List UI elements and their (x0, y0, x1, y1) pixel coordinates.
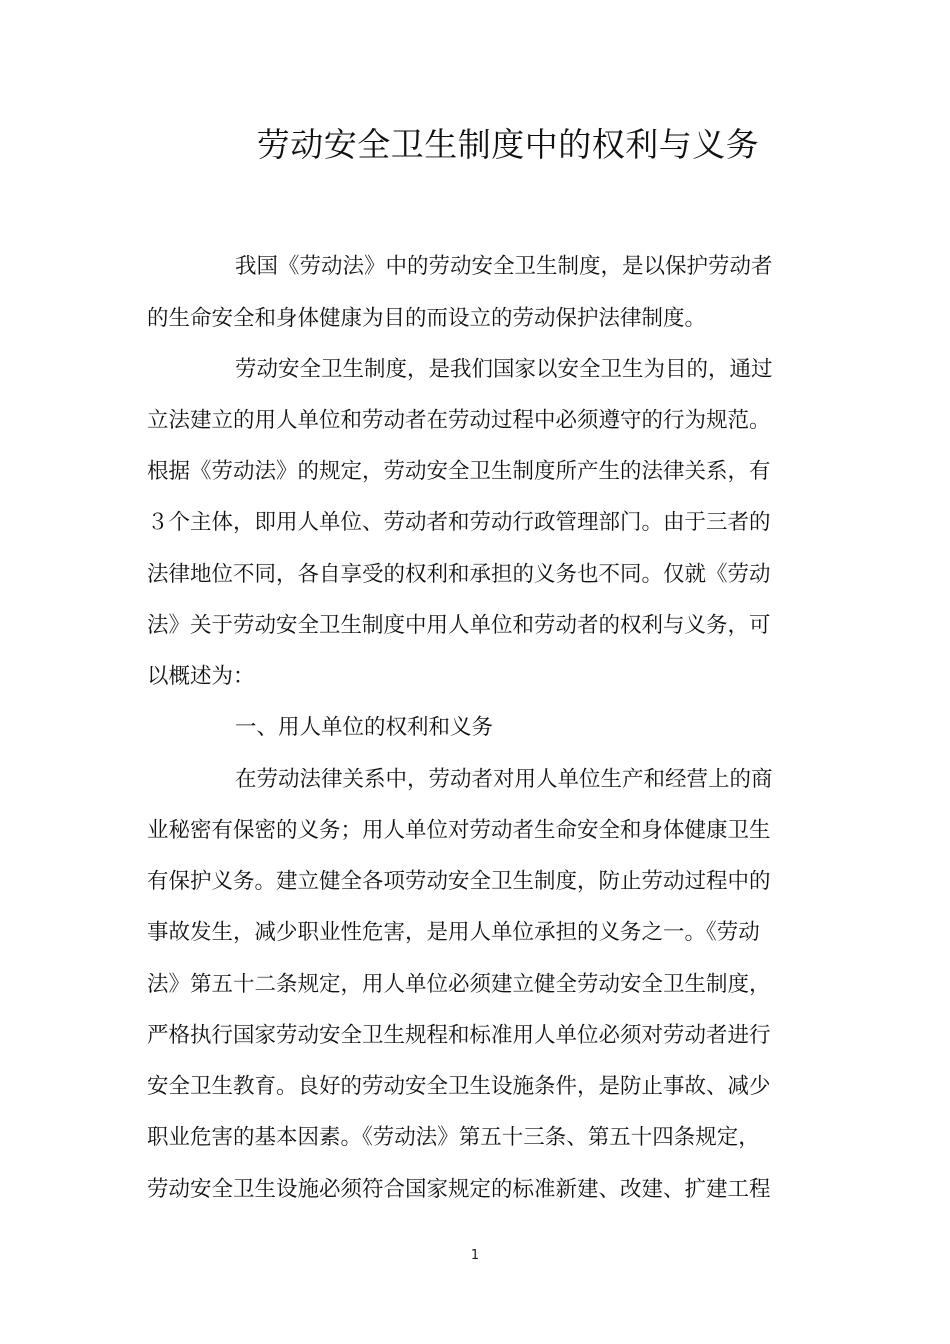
body-line: 职业危害的基本因素。《劳动法》第五十三条、第五十四条规定， (147, 1125, 760, 1150)
body-line: 严格执行国家劳动安全卫生规程和标准用人单位必须对劳动者进行 (147, 1023, 771, 1048)
body-line: 业秘密有保密的义务；用人单位对劳动者生命安全和身体健康卫生 (147, 818, 771, 843)
document-title: 劳动安全卫生制度中的权利与义务 (256, 125, 760, 164)
section-heading: 一、用人单位的权利和义务 (235, 715, 494, 740)
body-line: 在劳动法律关系中，劳动者对用人单位生产和经营上的商 (235, 767, 773, 792)
body-line: 事故发生，减少职业性危害，是用人单位承担的义务之一。《劳动 (147, 920, 760, 945)
body-line: ３个主体，即用人单位、劳动者和劳动行政管理部门。由于三者的 (147, 510, 771, 535)
body-line: 以概述为： (147, 664, 255, 689)
body-line: 劳动安全卫生制度，是我们国家以安全卫生为目的，通过 (235, 357, 773, 382)
body-line: 安全卫生教育。良好的劳动安全卫生设施条件，是防止事故、减少 (147, 1074, 771, 1099)
body-line: 我国《劳动法》中的劳动安全卫生制度，是以保护劳动者 (235, 254, 773, 279)
body-line: 法律地位不同，各自享受的权利和承担的义务也不同。仅就《劳动 (147, 562, 771, 587)
body-line: 的生命安全和身体健康为目的而设立的劳动保护法律制度。 (147, 306, 707, 331)
body-line: 劳动安全卫生设施必须符合国家规定的标准新建、改建、扩建工程 (147, 1177, 771, 1202)
body-line: 法》关于劳动安全卫生制度中用人单位和劳动者的权利与义务，可 (147, 613, 771, 638)
body-line: 立法建立的用人单位和劳动者在劳动过程中必须遵守的行为规范。 (147, 408, 771, 433)
body-line: 法》第五十二条规定，用人单位必须建立健全劳动安全卫生制度， (147, 972, 771, 997)
page-number: 1 (470, 1248, 480, 1263)
body-line: 根据《劳动法》的规定，劳动安全卫生制度所产生的法律关系，有 (147, 459, 771, 484)
body-line: 有保护义务。建立健全各项劳动安全卫生制度，防止劳动过程中的 (147, 869, 771, 894)
